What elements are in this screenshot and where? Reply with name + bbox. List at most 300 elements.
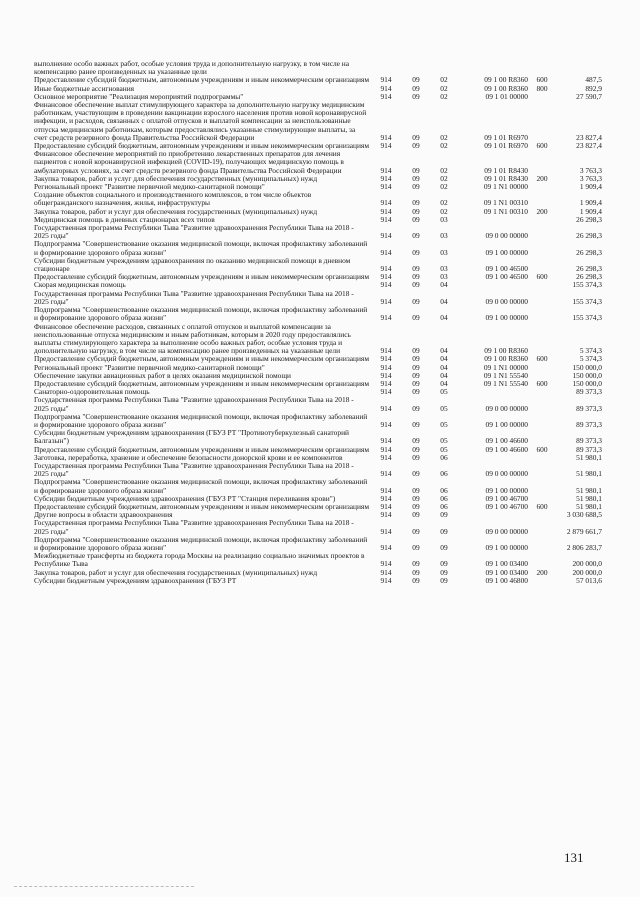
- table-row: [34, 290, 602, 306]
- row-name: Заготовка, переработка, хранение и обеспечение безопасности донорской крови и ее компонентов: [34, 452, 343, 462]
- row-amount: 23 827,4: [576, 141, 602, 151]
- row-section: 09: [412, 469, 420, 479]
- row-expense-type: [528, 183, 556, 191]
- row-subsection: 02: [440, 75, 448, 85]
- row-section: 09: [412, 132, 420, 142]
- row-name: Закупка товаров, работ и услуг для обеспечения государственных (муниципальных) нужд: [34, 173, 318, 183]
- row-target-article: [458, 281, 528, 289]
- row-section: 09: [412, 247, 420, 257]
- row-name: Межбюджетные трансферты из бюджета города Москвы на реализацию социально значимых проектов в Республике Тыва: [34, 551, 365, 569]
- row-target-article: 09 1 00 00000: [485, 247, 528, 257]
- row-target-article: 09 1 00 00000: [485, 542, 528, 552]
- row-expense-type: [528, 429, 556, 445]
- row-subsection: 04: [440, 296, 448, 306]
- row-amount: 155 374,3: [572, 280, 602, 290]
- row-expense-type: [528, 577, 556, 585]
- row-section: 09: [412, 264, 420, 274]
- row-subsection: 02: [440, 83, 448, 93]
- row-subsection: 05: [440, 419, 448, 429]
- row-name: Подпрограмма "Совершенствование оказания медицинской помощи, включая профилактику заболеваний и формирование здорового образа жизни": [34, 534, 368, 552]
- row-target-article: 09 1 00 46500: [485, 272, 528, 282]
- row-grbs: 914: [380, 436, 392, 446]
- row-grbs: 914: [380, 206, 392, 216]
- row-amount: 2 806 283,7: [566, 542, 602, 552]
- row-grbs: 914: [380, 280, 392, 290]
- row-target-article: 09 1 00 R8360: [484, 83, 528, 93]
- page-number: 131: [564, 850, 584, 865]
- row-target-article: 09 1 N1 00000: [483, 362, 528, 372]
- row-expense-type: [528, 478, 556, 494]
- row-target-article: 09 1 00 46700: [485, 493, 528, 503]
- row-expense-type: [528, 281, 556, 289]
- row-expense-type: 200: [536, 173, 548, 183]
- row-grbs: 914: [380, 493, 392, 503]
- row-subsection: 09: [440, 567, 448, 577]
- row-subsection: 05: [440, 403, 448, 413]
- row-target-article: 09 1 00 46700: [485, 501, 528, 511]
- row-grbs: 914: [380, 378, 392, 388]
- row-grbs: 914: [380, 575, 392, 585]
- row-grbs: [370, 60, 402, 76]
- row-section: 09: [412, 272, 420, 282]
- row-name: Региональный проект "Развитие первичной медико-санитарной помощи": [34, 362, 265, 372]
- row-subsection: 04: [440, 313, 448, 323]
- row-grbs: 914: [380, 198, 392, 208]
- row-expense-type: [528, 216, 556, 224]
- row-name: Предоставление субсидий бюджетным, автономным учреждениям и иным некоммерческим организациям: [34, 444, 370, 454]
- row-section: 09: [412, 165, 420, 175]
- row-expense-type: [528, 150, 556, 175]
- row-amount: 26 298,3: [576, 214, 602, 224]
- row-target-article: [458, 454, 528, 462]
- row-subsection: 02: [440, 182, 448, 192]
- row-amount: 26 298,3: [576, 272, 602, 282]
- row-target-article: 09 1 00 46600: [485, 444, 528, 454]
- row-amount: 3 030 688,5: [566, 510, 602, 520]
- row-amount: 1 909,4: [579, 206, 602, 216]
- row-name: Финансовое обеспечение выплат стимулирующего характера за дополнительную нагрузку медицинским работникам, участвующим в проведении вакцинации взрослого населения против новой коронавирусной инфекции, и расходов, связанных с оплатой отпусков и выплатой компенсации за неиспользованные отпуска медицинским работникам, которым предоставлялись указанные стимулирующие выплаты, за счет средств резервного фонда Правительства Российской Федерации: [34, 100, 367, 142]
- row-subsection: 04: [440, 346, 448, 356]
- row-section: 09: [412, 387, 420, 397]
- row-name: Санаторно-оздоровительная помощь: [34, 387, 150, 397]
- row-grbs: 914: [380, 214, 392, 224]
- row-section: 09: [412, 280, 420, 290]
- row-expense-type: 600: [536, 444, 548, 454]
- row-amount: 89 373,3: [576, 387, 602, 397]
- row-section: 09: [412, 198, 420, 208]
- row-section: 09: [412, 346, 420, 356]
- row-name: Подпрограмма "Совершенствование оказания медицинской помощи, включая профилактику заболеваний и формирование здорового образа жизни": [34, 239, 368, 257]
- row-name: Финансовое обеспечение мероприятий по приобретению лекарственных препаратов для лечения пациентов с новой коронавирусной инфекцией (COVID-19), получающих медицинскую помощь в амбулаторных условиях, за счет средств резервного фонда Правительства Российской Федерации: [34, 149, 344, 175]
- row-expense-type: [528, 191, 556, 207]
- row-subsection: [430, 60, 458, 76]
- table-row: [34, 191, 602, 207]
- row-name: Предоставление субсидий бюджетным, автономным учреждениям и иным некоммерческим организациям: [34, 354, 370, 364]
- row-target-article: 09 1 00 00000: [485, 313, 528, 323]
- row-grbs: 914: [380, 567, 392, 577]
- row-amount: 3 763,3: [579, 173, 602, 183]
- row-section: 09: [412, 444, 420, 454]
- row-grbs: 914: [380, 165, 392, 175]
- row-amount: 155 374,3: [572, 296, 602, 306]
- row-target-article: 09 1 00 00000: [485, 485, 528, 495]
- row-expense-type: [528, 364, 556, 372]
- row-amount: 51 980,1: [576, 469, 602, 479]
- row-section: 09: [412, 526, 420, 536]
- budget-table: [34, 60, 602, 585]
- row-name: Основное мероприятие "Реализация мероприятий подпрограммы": [34, 91, 244, 101]
- row-grbs: 914: [380, 91, 392, 101]
- row-section: 09: [412, 173, 420, 183]
- row-name: Финансовое обеспечение расходов, связанных с оплатой отпусков и выплатой компенсации за неиспользованные отпуска медицинским и иным работникам, которым в 2020 году предоставлялись выплаты стимулирующего характера за выполнение особо важных работ, особые условия труда и дополнительную нагрузку, в том числе на компенсацию ранее произведенных на указанные цели: [34, 321, 351, 356]
- row-amount: [556, 60, 602, 76]
- table-row: [34, 323, 602, 356]
- row-section: 09: [412, 362, 420, 372]
- row-section: 09: [412, 501, 420, 511]
- row-grbs: 914: [380, 444, 392, 454]
- table-row: [34, 150, 602, 175]
- row-amount: 150 000,0: [572, 362, 602, 372]
- row-amount: 51 980,1: [576, 485, 602, 495]
- row-amount: 26 298,3: [576, 264, 602, 274]
- row-grbs: 914: [380, 75, 392, 85]
- row-subsection: 03: [440, 231, 448, 241]
- row-section: 09: [412, 83, 420, 93]
- row-target-article: [458, 216, 528, 224]
- row-expense-type: [528, 396, 556, 412]
- row-name: Субсидии бюджетным учреждениям здравоохранения (ГБУЗ РТ "Противотуберкулезный санаторий Балгазын"): [34, 428, 349, 446]
- row-section: 09: [412, 231, 420, 241]
- row-target-article: 09 1 00 R8360: [484, 354, 528, 364]
- row-target-article: 09 1 N1 55540: [483, 370, 528, 380]
- row-subsection: 02: [440, 165, 448, 175]
- row-name: Государственная программа Республики Тыва "Развитие здравоохранения Республики Тыва на 2018 - 2025 годы": [34, 288, 354, 306]
- table-row: [34, 396, 602, 412]
- row-target-article: 09 1 00 46500: [485, 264, 528, 274]
- row-grbs: 914: [380, 296, 392, 306]
- row-target-article: 09 0 00 00000: [485, 469, 528, 479]
- row-grbs: 914: [380, 501, 392, 511]
- row-amount: 1 909,4: [579, 182, 602, 192]
- row-expense-type: 600: [536, 141, 548, 151]
- row-expense-type: 600: [536, 272, 548, 282]
- row-subsection: 02: [440, 132, 448, 142]
- table-row: [34, 101, 602, 142]
- row-target-article: 09 1 00 46800: [485, 575, 528, 585]
- row-expense-type: [528, 519, 556, 535]
- row-grbs: 914: [380, 485, 392, 495]
- table-row: [34, 429, 602, 445]
- row-amount: 23 827,4: [576, 132, 602, 142]
- row-subsection: 06: [440, 485, 448, 495]
- row-grbs: 914: [380, 559, 392, 569]
- row-name: Региональный проект "Развитие первичной медико-санитарной помощи": [34, 182, 265, 192]
- row-section: 09: [412, 182, 420, 192]
- row-section: 09: [412, 75, 420, 85]
- row-amount: 51 980,1: [576, 493, 602, 503]
- row-amount: 5 374,3: [579, 354, 602, 364]
- row-amount: 200 000,0: [572, 567, 602, 577]
- row-target-article: 09 1 01 R8430: [484, 173, 528, 183]
- row-amount: 5 374,3: [579, 346, 602, 356]
- row-amount: 89 373,3: [576, 436, 602, 446]
- row-subsection: 06: [440, 493, 448, 503]
- row-section: 09: [412, 493, 420, 503]
- table-row: [34, 240, 602, 256]
- row-target-article: 09 1 01 R6970: [484, 132, 528, 142]
- row-section: 09: [412, 313, 420, 323]
- row-expense-type: 600: [536, 75, 548, 85]
- row-section: 09: [412, 452, 420, 462]
- row-expense-type: [528, 60, 556, 76]
- row-amount: 26 298,3: [576, 247, 602, 257]
- row-subsection: 09: [440, 575, 448, 585]
- row-expense-type: [528, 257, 556, 273]
- row-subsection: 02: [440, 141, 448, 151]
- row-section: 09: [412, 419, 420, 429]
- row-grbs: 914: [380, 264, 392, 274]
- row-grbs: 914: [380, 83, 392, 93]
- row-section: 09: [412, 296, 420, 306]
- row-grbs: 914: [380, 182, 392, 192]
- row-subsection: 06: [440, 469, 448, 479]
- row-name: Государственная программа Республики Тыва "Развитие здравоохранения Республики Тыва на 2018 - 2025 годы": [34, 223, 354, 241]
- row-amount: 89 373,3: [576, 419, 602, 429]
- row-amount: 89 373,3: [576, 403, 602, 413]
- row-target-article: 09 1 01 R6970: [484, 141, 528, 151]
- row-target-article: 09 1 00 R8360: [484, 75, 528, 85]
- row-expense-type: 800: [536, 83, 548, 93]
- row-target-article: 09 1 00 03400: [485, 567, 528, 577]
- row-target-article: 09 1 00 03400: [485, 559, 528, 569]
- row-grbs: 914: [380, 231, 392, 241]
- row-subsection: 09: [440, 559, 448, 569]
- row-expense-type: 200: [536, 206, 548, 216]
- row-name: Подпрограмма "Совершенствование оказания медицинской помощи, включая профилактику заболеваний и формирование здорового образа жизни": [34, 477, 368, 495]
- row-target-article: 09 0 00 00000: [485, 296, 528, 306]
- row-target-article: 09 1 01 R8430: [484, 165, 528, 175]
- row-grbs: 914: [380, 354, 392, 364]
- row-expense-type: 200: [536, 567, 548, 577]
- row-grbs: 914: [380, 362, 392, 372]
- row-subsection: 04: [440, 362, 448, 372]
- table-row: [34, 462, 602, 478]
- row-name: выполнение особо важных работ, особые условия труда и дополнительную нагрузку, в том числе на компенсацию ранее произведенных на указанные цели: [34, 59, 350, 77]
- row-name: Предоставление субсидий бюджетным, автономным учреждениям и иным некоммерческим организациям: [34, 272, 370, 282]
- row-amount: 2 879 661,7: [566, 526, 602, 536]
- row-name: Предоставление субсидий бюджетным, автономным учреждениям и иным некоммерческим организациям: [34, 501, 370, 511]
- row-name: Государственная программа Республики Тыва "Развитие здравоохранения Республики Тыва на 2018 - 2025 годы": [34, 518, 354, 536]
- row-amount: 89 373,3: [576, 444, 602, 454]
- table-row: [34, 413, 602, 429]
- row-subsection: 03: [440, 247, 448, 257]
- row-section: [402, 60, 430, 76]
- row-subsection: 02: [440, 198, 448, 208]
- budget-table-body: [34, 60, 602, 585]
- row-section: 09: [412, 436, 420, 446]
- row-grbs: 914: [380, 370, 392, 380]
- row-expense-type: [528, 536, 556, 552]
- row-subsection: 09: [440, 510, 448, 520]
- table-row: [34, 224, 602, 240]
- row-target-article: 09 1 N1 00000: [483, 182, 528, 192]
- row-grbs: 914: [380, 313, 392, 323]
- table-row: [34, 306, 602, 322]
- row-grbs: 914: [380, 469, 392, 479]
- row-subsection: 03: [440, 214, 448, 224]
- row-subsection: 04: [440, 370, 448, 380]
- row-name: Иные бюджетные ассигнования: [34, 83, 135, 93]
- row-section: 09: [412, 141, 420, 151]
- row-section: 09: [412, 403, 420, 413]
- row-amount: 892,9: [585, 83, 602, 93]
- table-row: [34, 577, 602, 585]
- row-amount: 27 590,7: [576, 91, 602, 101]
- row-expense-type: [528, 323, 556, 356]
- row-amount: 1 909,4: [579, 198, 602, 208]
- row-expense-type: [528, 240, 556, 256]
- row-target-article: 09 0 00 00000: [485, 403, 528, 413]
- row-grbs: 914: [380, 419, 392, 429]
- row-target-article: 09 0 00 00000: [485, 231, 528, 241]
- row-section: 09: [412, 485, 420, 495]
- row-name: Подпрограмма "Совершенствование оказания медицинской помощи, включая профилактику заболеваний и формирование здорового образа жизни": [34, 305, 368, 323]
- row-section: 09: [412, 510, 420, 520]
- row-amount: 51 980,1: [576, 501, 602, 511]
- row-target-article: 09 1 00 46600: [485, 436, 528, 446]
- row-expense-type: [528, 306, 556, 322]
- row-expense-type: [528, 413, 556, 429]
- row-amount: 155 374,3: [572, 313, 602, 323]
- table-row: [34, 536, 602, 552]
- row-expense-type: [528, 388, 556, 396]
- row-expense-type: [528, 511, 556, 519]
- row-target-article: 09 1 N1 55540: [483, 378, 528, 388]
- table-row: [34, 552, 602, 568]
- row-target-article: 09 1 N1 00310: [483, 206, 528, 216]
- row-section: 09: [412, 542, 420, 552]
- row-subsection: 06: [440, 452, 448, 462]
- row-expense-type: 600: [536, 354, 548, 364]
- row-expense-type: [528, 93, 556, 101]
- row-subsection: 04: [440, 378, 448, 388]
- row-subsection: 02: [440, 91, 448, 101]
- row-grbs: 914: [380, 173, 392, 183]
- row-name: Субсидии бюджетным учреждениям здравоохранения (ГБУЗ РТ: [34, 575, 237, 585]
- row-grbs: 914: [380, 132, 392, 142]
- row-section: 09: [412, 567, 420, 577]
- row-grbs: 914: [380, 542, 392, 552]
- row-amount: 51 980,1: [576, 452, 602, 462]
- row-target-article: [458, 511, 528, 519]
- row-grbs: 914: [380, 272, 392, 282]
- row-amount: 57 013,6: [576, 575, 602, 585]
- row-amount: 150 000,0: [572, 378, 602, 388]
- row-subsection: 05: [440, 387, 448, 397]
- row-section: 09: [412, 91, 420, 101]
- row-name: Субсидии бюджетным учреждениям здравоохранения (ГБУЗ РТ "Станция переливания крови"): [34, 493, 336, 503]
- row-name: Медицинская помощь в дневных стационарах всех типов: [34, 214, 215, 224]
- table-row: [34, 60, 602, 76]
- row-name: Государственная программа Республики Тыва "Развитие здравоохранения Республики Тыва на 2018 - 2025 годы": [34, 395, 354, 413]
- row-expense-type: [528, 290, 556, 306]
- row-expense-type: 600: [536, 501, 548, 511]
- row-subsection: 02: [440, 206, 448, 216]
- footer-rule: [14, 886, 194, 888]
- row-expense-type: [528, 454, 556, 462]
- row-section: 09: [412, 214, 420, 224]
- row-amount: 26 298,3: [576, 231, 602, 241]
- row-expense-type: [528, 552, 556, 568]
- row-target-article: 09 1 00 R8360: [484, 346, 528, 356]
- row-expense-type: [528, 101, 556, 142]
- row-grbs: 914: [380, 346, 392, 356]
- table-row: [34, 257, 602, 273]
- row-name: Предоставление субсидий бюджетным, автономным учреждениям и иным некоммерческим организациям: [34, 378, 370, 388]
- row-subsection: 04: [440, 280, 448, 290]
- row-section: 09: [412, 354, 420, 364]
- row-grbs: 914: [380, 141, 392, 151]
- row-section: 09: [412, 575, 420, 585]
- row-target-article: [458, 388, 528, 396]
- row-name: Закупка товаров, работ и услуг для обеспечения государственных (муниципальных) нужд: [34, 567, 318, 577]
- row-name: Скорая медицинская помощь: [34, 280, 126, 290]
- row-section: 09: [412, 559, 420, 569]
- row-name: Обеспечение закупки авиационных работ в целях оказания медицинской помощи: [34, 370, 291, 380]
- row-name: Субсидии бюджетным учреждениям здравоохранения по оказанию медицинской помощи в дневном стационаре: [34, 255, 351, 274]
- row-grbs: 914: [380, 247, 392, 257]
- row-subsection: 06: [440, 501, 448, 511]
- row-grbs: 914: [380, 510, 392, 520]
- row-subsection: 09: [440, 526, 448, 536]
- row-section: 09: [412, 206, 420, 216]
- row-target-article: 09 1 00 00000: [485, 419, 528, 429]
- row-subsection: 03: [440, 272, 448, 282]
- row-grbs: 914: [380, 452, 392, 462]
- row-amount: 487,5: [585, 75, 602, 85]
- row-target-article: [458, 60, 528, 76]
- row-expense-type: [528, 462, 556, 478]
- row-subsection: 02: [440, 173, 448, 183]
- row-target-article: 09 1 N1 00310: [483, 198, 528, 208]
- row-expense-type: 600: [536, 378, 548, 388]
- row-grbs: 914: [380, 403, 392, 413]
- row-amount: 3 763,3: [579, 165, 602, 175]
- row-name: Предоставление субсидий бюджетным, автономным учреждениям и иным некоммерческим организациям: [34, 141, 370, 151]
- row-name: Государственная программа Республики Тыва "Развитие здравоохранения Республики Тыва на 2018 - 2025 годы": [34, 460, 354, 479]
- row-name: Создание объектов социального и производственного комплексов, в том числе объектов общегражданского назначения, жилья, инфраструктуры: [34, 190, 312, 208]
- table-row: [34, 478, 602, 494]
- row-subsection: 03: [440, 264, 448, 274]
- row-section: 09: [412, 378, 420, 388]
- row-name: Закупка товаров, работ и услуг для обеспечения государственных (муниципальных) нужд: [34, 206, 318, 216]
- row-grbs: 914: [380, 526, 392, 536]
- row-subsection: 05: [440, 436, 448, 446]
- row-amount: 150 000,0: [572, 370, 602, 380]
- row-subsection: 04: [440, 354, 448, 364]
- row-grbs: 914: [380, 387, 392, 397]
- row-section: 09: [412, 370, 420, 380]
- row-expense-type: [528, 224, 556, 240]
- row-target-article: 09 1 01 00000: [485, 91, 528, 101]
- row-subsection: 09: [440, 542, 448, 552]
- row-name: Предоставление субсидий бюджетным, автономным учреждениям и иным некоммерческим организациям: [34, 75, 370, 85]
- row-name: Подпрограмма "Совершенствование оказания медицинской помощи, включая профилактику заболеваний и формирование здорового образа жизни": [34, 411, 368, 429]
- row-amount: 200 000,0: [572, 559, 602, 569]
- row-name: Другие вопросы в области здравоохранения: [34, 510, 173, 520]
- table-row: [34, 519, 602, 535]
- row-subsection: 05: [440, 444, 448, 454]
